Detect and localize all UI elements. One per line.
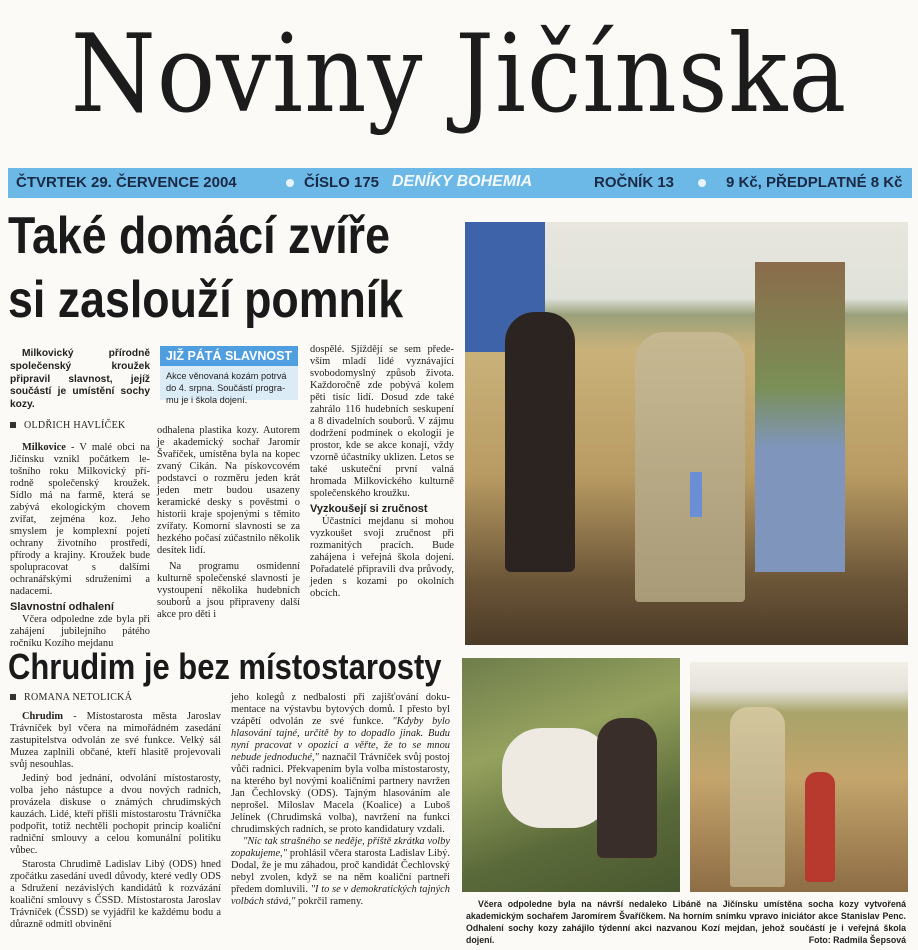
sidebar-text: Akce věnovaná kozám potrvá do 4. srpna. Součástí programu je i škola dojení.	[166, 371, 287, 405]
article2-paragraph: Starosta Chrudimě Ladislav Libý (ODS) hned zpočátku zasedání uvedl důvody, které vedly ODS a Sdružení nezávislých kandidátů k rozvázání koaliční smlouvy s ČSSD. Místostarosta Jaroslav Trávníček (ČSSD) se vyjádřil ke každému bodu a důrazně odmítl obvinění	[10, 859, 221, 930]
article1-subheading: Slavnostní odhalení	[10, 600, 114, 613]
article1-paragraph: Včera odpoledne zde byla při zahájení jubilejního pátého ročníku Kozího mejdanu	[10, 613, 150, 649]
article2-paragraph	[231, 692, 450, 836]
goat-shape	[502, 728, 612, 828]
paragraph-text: naznačil Trávníček svůj postoj vůči radnici. Překvapením byla volba místostarosty, na kterého byl novými koaličními partnery navržen Jan Čechlovský (ODS). Tajným hlasováním ale neprošel. Miloslav Macela (Koalice) a Luboš Jelínek (Chrudimská volba), navržení na funkci chrudimských radních, se proto kandidatury vzdali.	[231, 752, 450, 835]
quote: "I to se v demokratických tajných volbách stává,"	[231, 884, 450, 907]
bullet-icon	[698, 179, 706, 187]
issue-date: ČTVRTEK 29. ČERVENCE 2004	[16, 174, 237, 191]
paragraph-text: - Místostarosta města Jaroslav Trávníček byl včera na mimořádném zasedání zastupitelstva odvolán ze své funkce. Velký sál Muzea zaplnili občané, kteří hlasitě projevovali svůj nesouhlas.	[10, 711, 221, 770]
article1-paragraph: odhalena plastika kozy. Autorem je akademický sochař Jaromír Švaříček, umístěna byla na kopec zvaný Cikán. Na pískovcovém podstavci o rozměru jeden krát jeden metr budou usazeny keramické desky s pověstmi o historii kraje spojenými s těmito zvířaty. Komorní slavnosti se za hezkého počasí zúčastnilo několik desítek lidí.	[157, 425, 300, 556]
issue-number: ČÍSLO 175	[304, 174, 380, 191]
article2-paragraph: Jediný bod jednání, odvolání místostarosty, volba jeho nástupce a dvou nových radních, provázela diskuse o známých chrudimských kauzách. Lidé, kteří přišli místostarostu Trávníčka podpořit, totiž nechtěli pochopit princip koaliční radniční smlouvy a celou komunální politiku vůbec.	[10, 773, 221, 856]
article1-column-2	[157, 425, 300, 621]
photo-goat-statue-unveiling	[465, 222, 908, 645]
photo-goat-statue-crowd	[690, 662, 908, 892]
article1-paragraph	[10, 442, 150, 598]
paragraph-text: pokrčil rameny.	[295, 896, 364, 907]
article1-byline: OLDŘICH HAVLÍČEK	[10, 420, 150, 432]
publisher-name: DENÍKY BOHEMIA	[392, 173, 533, 190]
article1-column-1	[10, 348, 150, 650]
dateline-place: Chrudim	[22, 711, 63, 722]
photo-caption	[466, 898, 906, 946]
paragraph-text: prohlásil včera starosta Ladislav Libý. Dodal, že je mu záhadou, proč kandidát Čechlovský nebyl zvolen, když se na něm koaliční partneři předem domluvili.	[231, 848, 450, 895]
volume-number: ROČNÍK 13	[594, 174, 675, 191]
article1-paragraph: dospělé. Sjíždějí se sem především mladí lidé vyznávající svobodomyslný způsob života. Každoročně zde pobývá kolem pěti tisíc lidí. Dosud zde také zahrálo 116 hudebních seskupení a 8 divadelních souborů. V zájmu dodržení podmínek o ekologii je prostor, kde se akce konají, vždy vzorně účastníky uklizen. Letos se také uskuteční první valná hromada Milkovického kulturně společenského kroužku.	[310, 344, 454, 499]
quote: "Nic tak strašného se neděje, příště zkrátka volby zopakujeme,"	[231, 836, 450, 859]
info-bar	[8, 168, 912, 198]
photo-credit: Foto: Radmila Šepsová	[808, 935, 906, 945]
statue-blue-panel	[690, 472, 702, 517]
dateline-place: Milkovice	[22, 441, 66, 453]
article1-headline-line2: si zaslouží pomník	[8, 271, 404, 329]
price: 9 Kč, PŘEDPLATNÉ 8 Kč	[726, 174, 903, 191]
person-silhouette	[755, 262, 845, 572]
person-silhouette	[597, 718, 657, 858]
article1-subheading: Vyzkoušejí si zručnost	[310, 503, 428, 515]
article1-paragraph: Na programu osmidenní kulturně společenské slavnosti je vystoupení několika hudebních souborů a jsou připraveny další akce pro děti i	[157, 561, 300, 620]
article2-paragraph	[231, 836, 450, 908]
article1-lead: Milkovický přírodně společenský kroužek připravil slavnost, jejíž součástí je umístění sochy kozy.	[10, 348, 150, 411]
child-silhouette	[805, 772, 835, 882]
bullet-icon	[286, 179, 294, 187]
article2-paragraph	[10, 711, 221, 771]
goat-statue-shape	[635, 332, 745, 602]
masthead-title: Noviny Jičínska	[70, 12, 848, 137]
article2-byline: ROMANA NETOLICKÁ	[10, 692, 132, 703]
caption-text: Včera odpoledne byla na návrší nedaleko Libáně na Jičínsku umístěna socha kozy vytvořená akademickým sochařem Jaromírem Švaříčkem. Na horním snímku vpravo iniciátor akce Stanislav Penc. Odhalení sochy kozy zahájilo týdenní akci nazvanou Kozí mejdan, jehož součástí je i veřejná škola dojení.	[466, 899, 906, 945]
article2-headline: Chrudim je bez místostarosty	[8, 646, 442, 687]
person-silhouette	[505, 312, 575, 572]
article1-column-3	[310, 344, 454, 600]
photo-goat-milking	[462, 658, 680, 892]
paragraph-text: - V malé obci na Jičínsku vznikl počátkem letošního roku Milkovický přírodně společenský kroužek. Sídlo má na farmě, která se zabývá ekologickým chovem zvířat, zejména koz. Jeho smyslem je komplexní pojetí ochrany životního prostředí, přírody a krajiny. Kroužek bude spolupracovat s dalšími ochranářskými sdruženími a nadacemi.	[10, 441, 150, 597]
article1-paragraph: Účastníci mejdanu si mohou vyzkoušet svoji zručnost při rozmanitých pracích. Bude zahájena i veřejná škola dojení. Pořadatelé připravili dva průvody, jeden s kozami po okolních obcích.	[310, 516, 454, 599]
sidebar-title: JIŽ PÁTÁ SLAVNOST	[160, 346, 298, 366]
goat-statue-shape	[730, 707, 785, 887]
article2-column-2	[231, 692, 450, 908]
paragraph-text: jeho kolegů z nedbalosti při zajišťování dokumentace na výstavbu bytových domů. I přesto byl vzápětí odvolán ze své funkce.	[231, 692, 450, 727]
article2-column-1	[10, 711, 221, 931]
article1-headline-line1: Také domácí zvíře	[8, 207, 390, 265]
sidebar-box	[160, 346, 298, 405]
quote: "Kdyby bylo hlasování tajné, určitě by to dopadlo jinak. Budu nyní pracovat v opozici a věřte, že to se mnou nebude jednoduché,"	[231, 716, 450, 763]
